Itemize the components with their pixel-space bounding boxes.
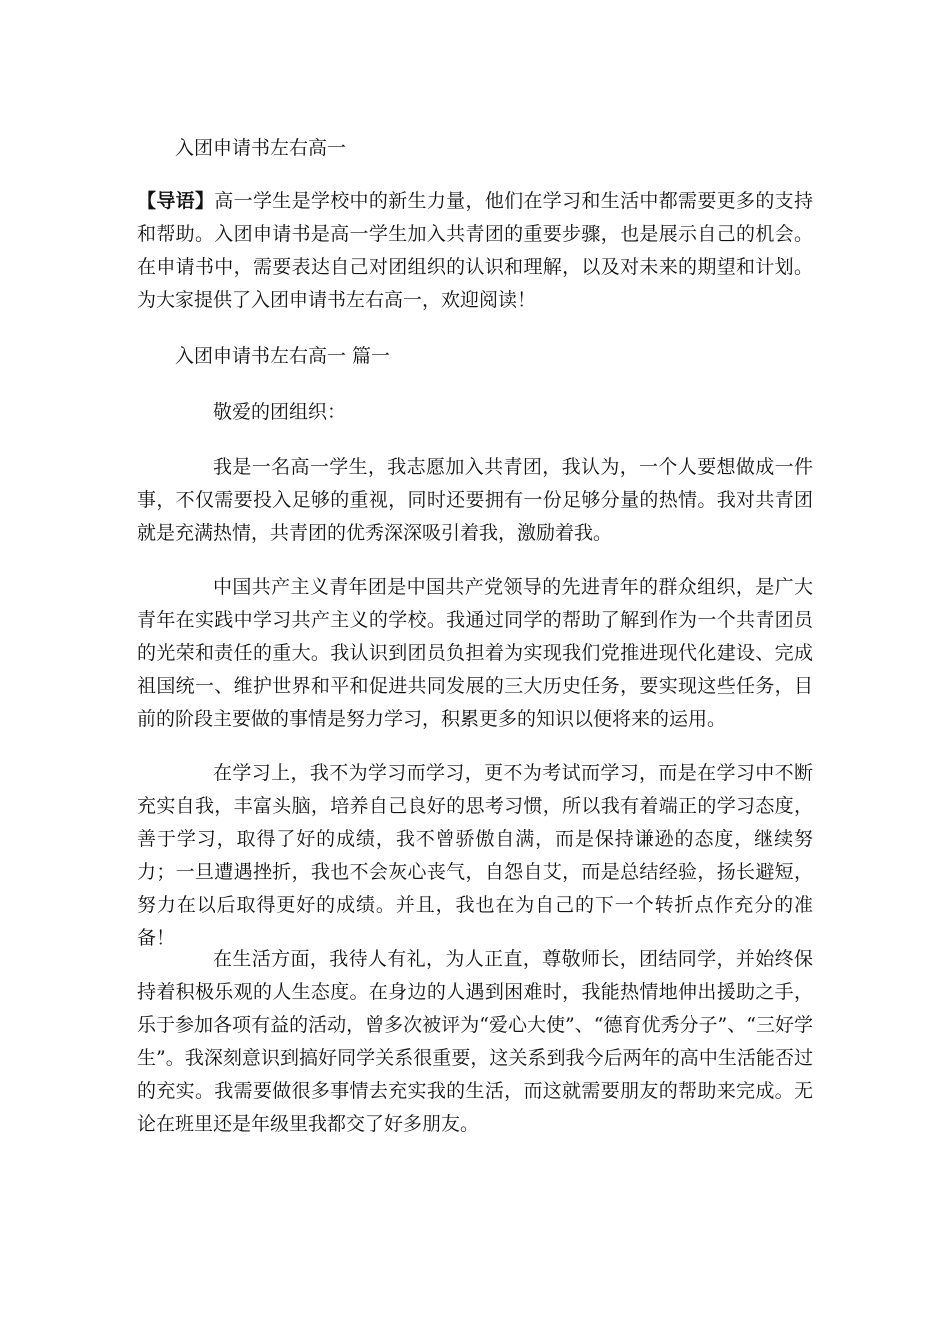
document-title: 入团申请书左右高一 <box>175 137 347 159</box>
salutation: 敬爱的团组织： <box>213 401 347 423</box>
body-paragraph-1: 我是一名高一学生，我志愿加入共青团，我认为，一个人要想做成一件事，不仅需要投入足够的重视，同时还要拥有一份足够分量的热情。我对共青团就是充满热情，共青团的优秀深深吸引着我，激励着我。 <box>137 456 813 544</box>
body-paragraph-2: 中国共产主义青年团是中国共产党领导的先进青年的群众组织，是广大青年在实践中学习共产主义的学校。我通过同学的帮助了解到作为一个共青团员的光荣和责任的重大。我认识到团员负担着为实现我们党推进现代化建设、完成祖国统一、维护世界和平和促进共同发展的三大历史任务，要实现这些任务，目前的阶段主要做的事情是努力学习，积累更多的知识以便将来的运用。 <box>137 576 813 730</box>
intro-paragraph <box>137 185 813 317</box>
intro-text: 高一学生是学校中的新生力量，他们在学习和生活中都需要更多的支持和帮助。入团申请书是高一学生加入共青团的重要步骤，也是展示自己的机会。在申请书中，需要表达自己对团组织的认识和理解，以及对未来的期望和计划。为大家提供了入团申请书左右高一，欢迎阅读！ <box>137 190 813 311</box>
intro-tag: 【导语】 <box>137 190 215 212</box>
body-paragraph-3: 在学习上，我不为学习而学习，更不为考试而学习，而是在学习中不断充实自我，丰富头脑，培养自己良好的思考习惯，所以我有着端正的学习态度，善于学习，取得了好的成绩，我不曾骄傲自满，而是保持谦逊的态度，继续努力；一旦遭遇挫折，我也不会灰心丧气，自怨自艾，而是总结经验，扬长避短，努力在以后取得更好的成绩。并且，我也在为自己的下一个转折点作充分的准备！ <box>137 762 813 949</box>
body-paragraph-4: 在生活方面，我待人有礼，为人正直，尊敬师长，团结同学，并始终保持着积极乐观的人生态度。在身边的人遇到困难时，我能热情地伸出援助之手，乐于参加各项有益的活动，曾多次被评为“爱心大使”、“德育优秀分子”、“三好学生”。我深刻意识到搞好同学关系很重要，这关系到我今后两年的高中生活能否过的充实。我需要做很多事情去充实我的生活，而这就需要朋友的帮助来完成。无论在班里还是年级里我都交了好多朋友。 <box>137 948 813 1135</box>
section-title: 入团申请书左右高一 篇一 <box>175 345 391 367</box>
